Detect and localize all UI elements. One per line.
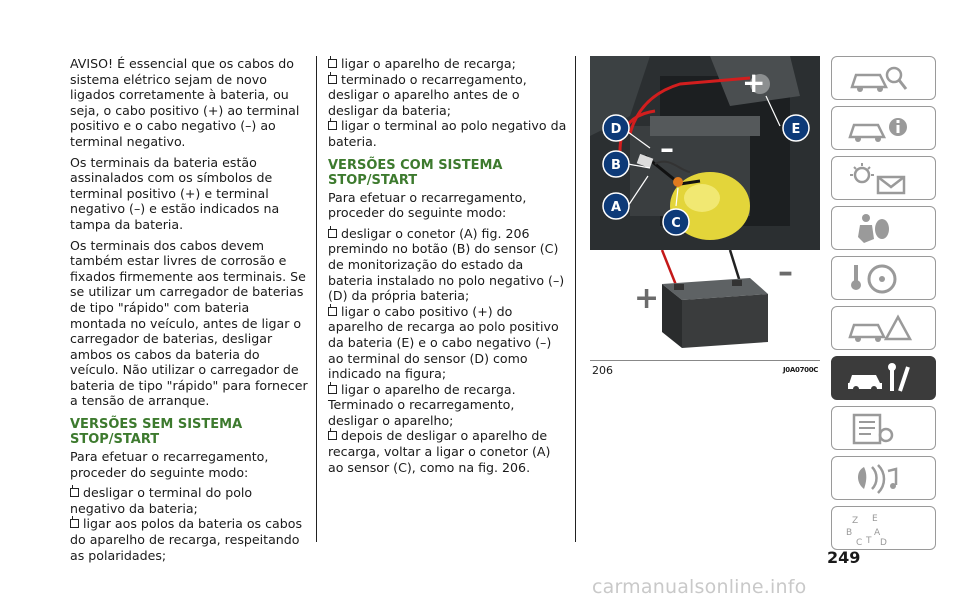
warning-light-icon xyxy=(844,161,924,197)
sidebar-tab-airbag-seat[interactable] xyxy=(831,206,936,250)
callout-c xyxy=(663,209,689,235)
car-warning-triangle-icon xyxy=(844,311,924,347)
checkbox-bullet-icon xyxy=(328,229,337,238)
svg-text:E: E xyxy=(791,122,801,137)
column-divider xyxy=(316,56,317,542)
charger-illustration xyxy=(590,250,820,358)
section-intro: Para efetuar o recarregamento, proceder do seguinte modo: xyxy=(70,449,269,480)
car-tools-icon xyxy=(844,361,924,397)
watermark: carmanualsonline.info xyxy=(592,576,807,598)
checkbox-bullet-icon xyxy=(328,121,337,130)
list-item: ligar o aparelho de recarga. Terminado o recarregamento, desligar o aparelho; xyxy=(328,381,516,428)
multimedia-icon xyxy=(844,461,924,497)
checkbox-bullet-icon xyxy=(328,431,337,440)
alphabet-index-icon xyxy=(844,511,924,547)
svg-text:Z: Z xyxy=(852,516,859,526)
sidebar-tab-car-tools-active[interactable] xyxy=(831,356,936,400)
svg-text:E: E xyxy=(872,514,878,524)
text-column-middle xyxy=(328,56,568,475)
sidebar-tab-car-info[interactable] xyxy=(831,106,936,150)
engine-bay-illustration xyxy=(590,56,820,250)
callout-b xyxy=(603,151,629,177)
section-heading-no-stopstart: VERSÕES SEM SISTEMA STOP/START xyxy=(70,417,243,448)
checkbox-bullet-icon xyxy=(328,307,337,316)
list-item: ligar o cabo positivo (+) do aparelho de recarga ao polo positivo da bateria (E) e o cabo negativo (–) ao terminal do sensor (D) como indicado na figura; xyxy=(328,303,559,382)
steering-key-icon xyxy=(844,261,924,297)
svg-text:B: B xyxy=(846,528,853,538)
checkbox-bullet-icon xyxy=(328,59,337,68)
car-search-icon xyxy=(844,61,924,97)
figure-code: J0A0700C xyxy=(783,366,819,374)
battery-charger-drawing xyxy=(590,250,820,358)
list-item: desligar o conetor (A) fig. 206 premindo no botão (B) do sensor (C) de monitorização do estado da bateria instalado no polo negativo (–) (D) da própria bateria; xyxy=(328,225,565,304)
figure-plus-sign: + xyxy=(742,66,766,99)
checkbox-bullet-icon xyxy=(328,385,337,394)
list-item: depois de desligar o aparelho de recarga, voltar a ligar o conetor (A) ao sensor (C), como na fig. 206. xyxy=(328,428,551,475)
sidebar-tab-car-warning[interactable] xyxy=(831,306,936,350)
callout-e xyxy=(783,115,809,141)
checkbox-bullet-icon xyxy=(328,75,337,84)
svg-text:B: B xyxy=(611,158,621,173)
car-info-icon xyxy=(844,111,924,147)
sidebar-tab-warning-lights[interactable] xyxy=(831,156,936,200)
callout-a xyxy=(603,193,629,219)
list-item: desligar o terminal do polo negativo da bateria; xyxy=(70,485,253,516)
svg-text:C: C xyxy=(671,216,681,231)
sidebar-tab-specs[interactable] xyxy=(831,406,936,450)
section-intro: Para efetuar o recarregamento, proceder do seguinte modo: xyxy=(328,189,527,221)
sidebar-tab-steering-key[interactable] xyxy=(831,256,936,300)
svg-text:C: C xyxy=(856,538,863,547)
section-heading-stopstart: VERSÕES COM SISTEMA STOP/START xyxy=(328,157,503,188)
column-divider xyxy=(575,56,576,542)
svg-text:A: A xyxy=(874,528,881,538)
list-item: ligar o aparelho de recarga; xyxy=(328,56,568,72)
checkbox-bullet-icon xyxy=(70,519,79,528)
terminals-paragraph: Os terminais da bateria estão assinalados com os símbolos de terminal positivo (+) e terminal negativo (–) e estão indicados na tampa da bateria. xyxy=(70,154,280,232)
svg-text:T: T xyxy=(866,536,872,546)
checkbox-bullet-icon xyxy=(70,488,79,497)
sidebar-tab-car-search[interactable] xyxy=(831,56,936,100)
airbag-seat-icon xyxy=(844,211,924,247)
svg-text:D: D xyxy=(610,122,622,137)
figure-number: 206 xyxy=(592,364,613,377)
text-column-left xyxy=(70,56,308,563)
sidebar-tab-multimedia[interactable] xyxy=(831,456,936,500)
svg-text:D: D xyxy=(880,538,887,547)
callout-d xyxy=(603,115,629,141)
battery-figure-photo xyxy=(590,56,820,250)
charger-plus-sign: + xyxy=(634,281,660,316)
svg-text:A: A xyxy=(610,200,622,215)
charger-paragraph: Os terminais dos cabos devem também estar livres de corrosão e fixados firmemente aos terminais. Se se utilizar um carregador de baterias de tipo "rápido" com bateria montada no veículo, antes de ligar o carregador de baterias, desligar ambos os cabos da bateria do veículo. Não utilizar o carregador de bateria de tipo "rápido" para fornecer a tensão de arranque. xyxy=(70,237,308,409)
list-item: ligar aos polos da bateria os cabos do aparelho de recarga, respeitando as polaridades; xyxy=(70,516,303,563)
figure-minus-sign: – xyxy=(660,132,674,165)
list-item: terminado o recarregamento, desligar o aparelho antes de o desligar da bateria; xyxy=(328,71,527,118)
charger-minus-sign: – xyxy=(778,255,793,290)
warning-paragraph: AVISO! É essencial que os cabos do sistema elétrico sejam de novo ligados corretamente à bateria, ou seja, o cabo positivo (+) ao terminal positivo e o cabo negativo (–) ao terminal negativo. xyxy=(70,56,300,149)
specs-list-icon xyxy=(844,411,924,447)
figure-caption-rule xyxy=(590,360,820,361)
sidebar-tab-alphabet-index[interactable] xyxy=(831,506,936,550)
list-item: ligar o terminal ao polo negativo da bateria. xyxy=(328,118,567,149)
page-number: 249 xyxy=(827,548,861,567)
